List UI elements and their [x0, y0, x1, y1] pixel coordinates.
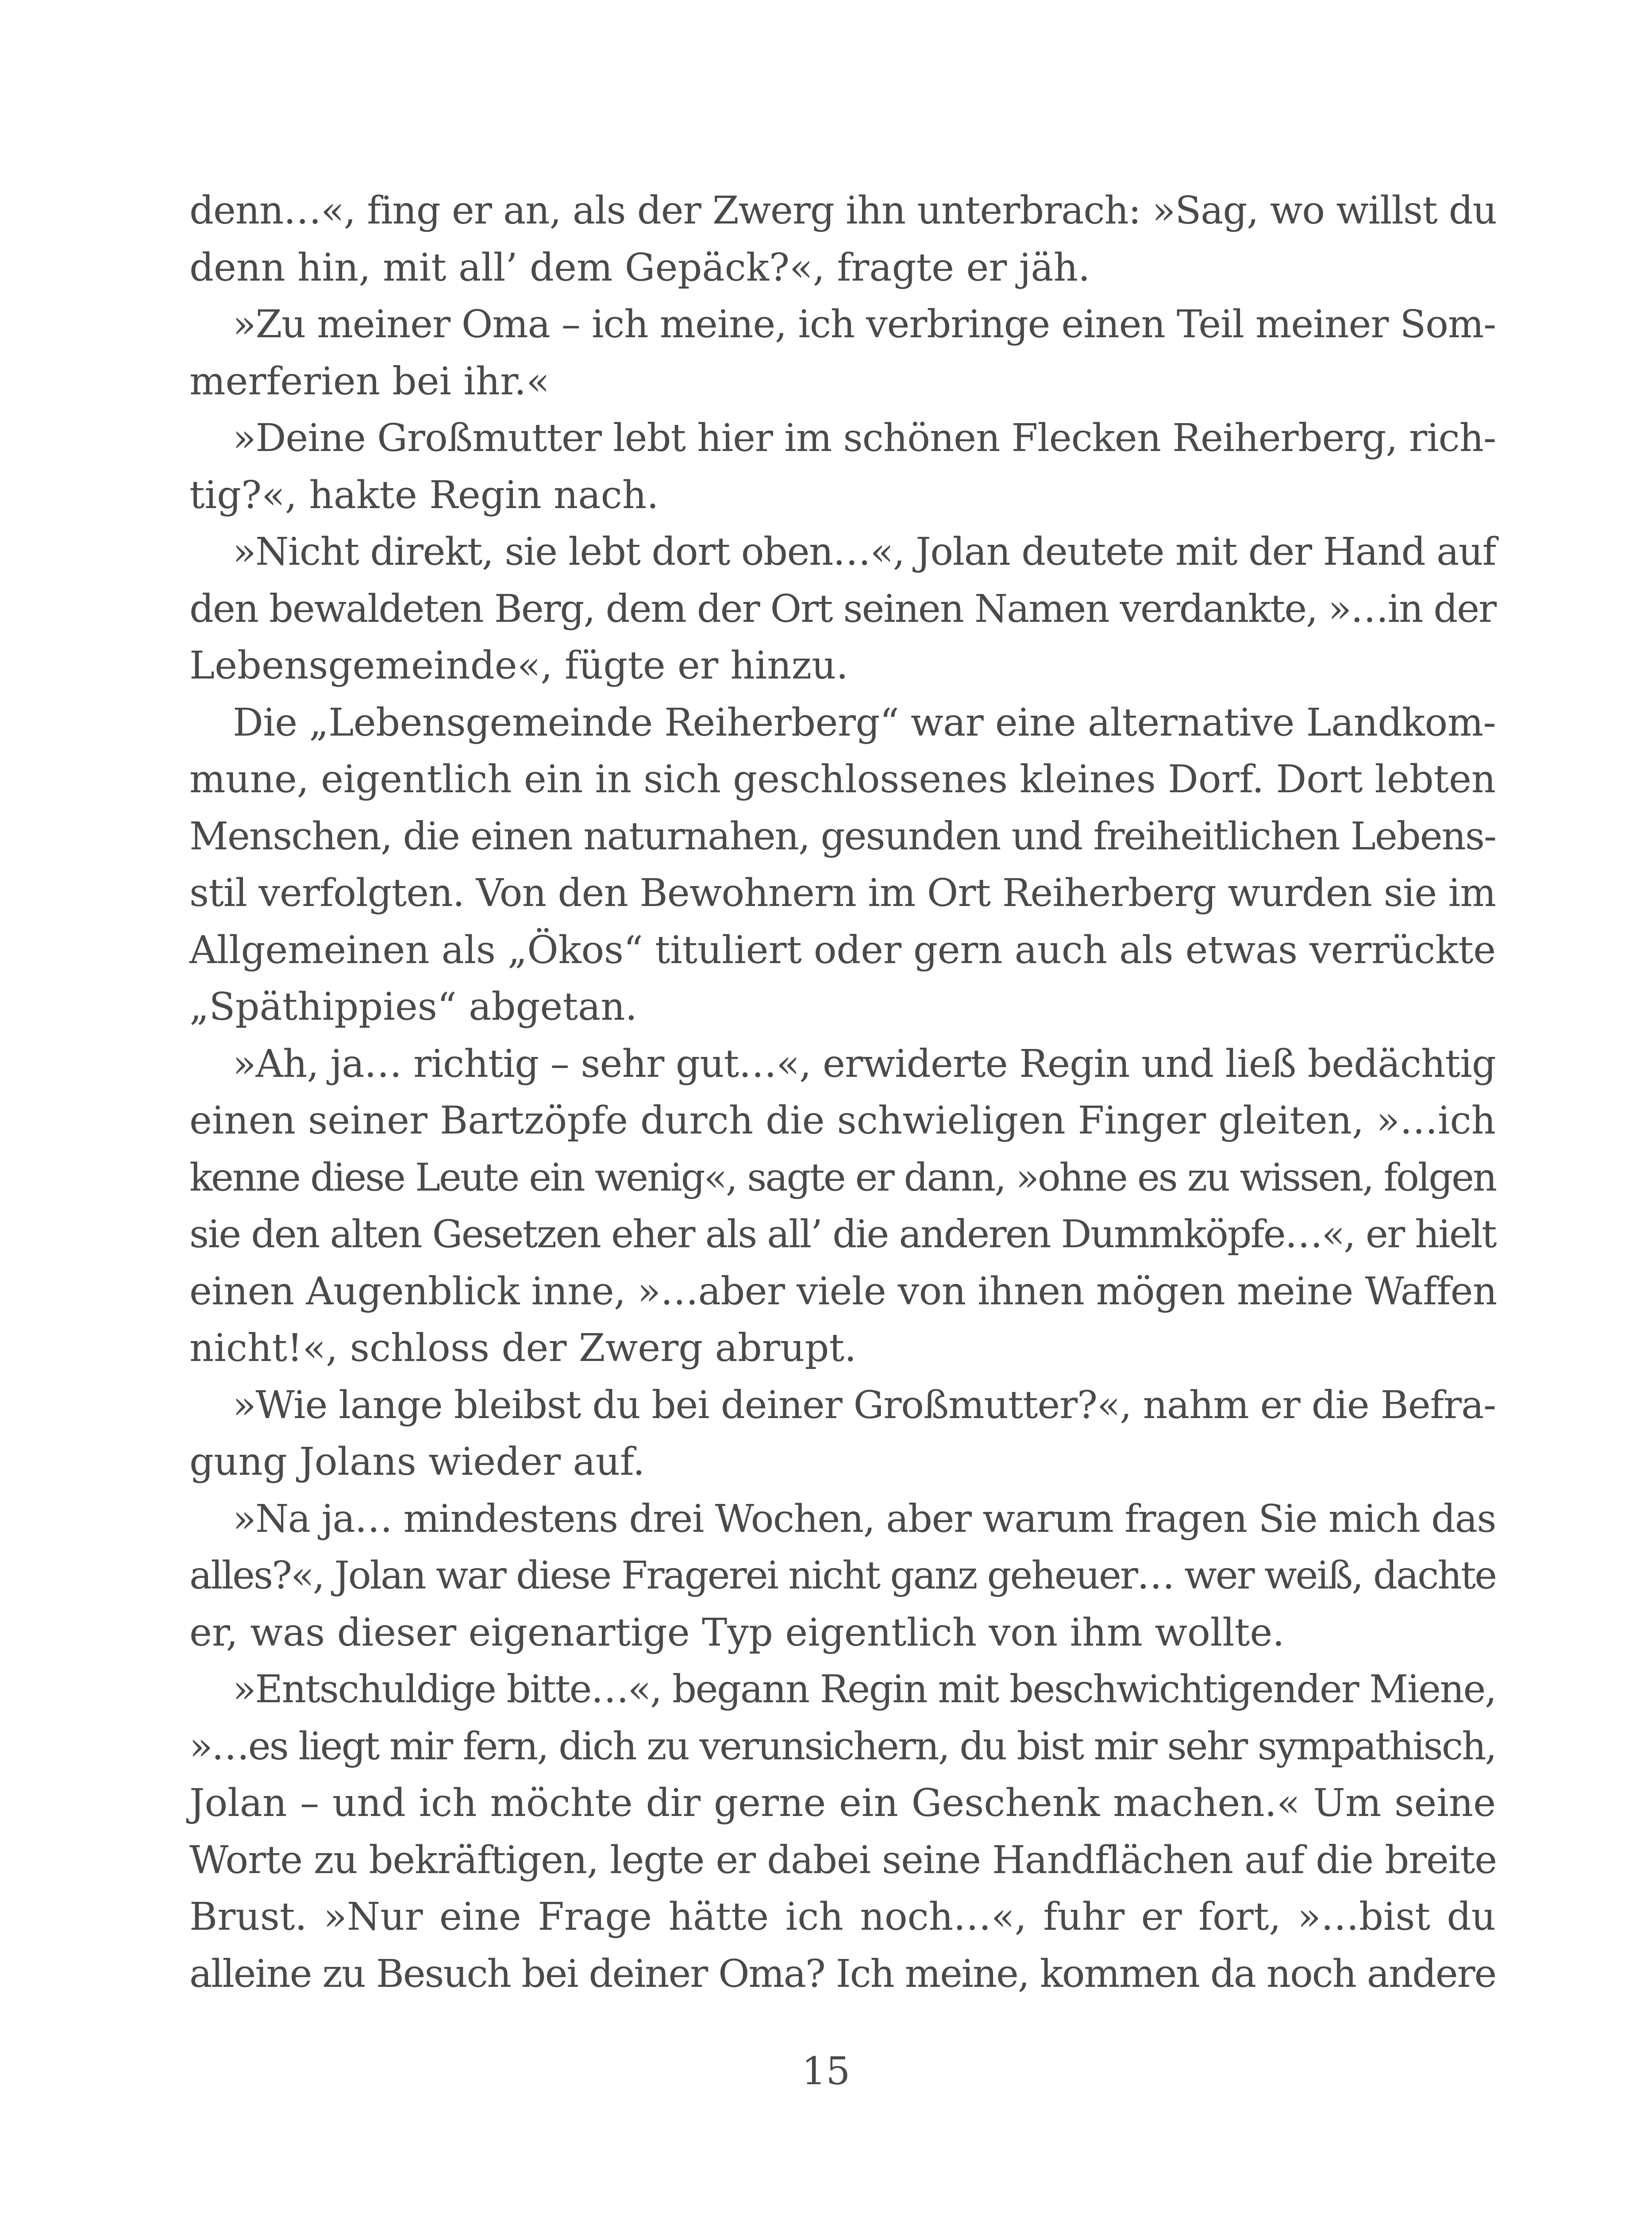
text-line: einen seiner Bartzöpfe durch die schwieligen Finger gleiten, »…ich — [189, 1099, 1496, 1143]
text-line: alleine zu Besuch bei deiner Oma? Ich meine, kommen da noch andere — [189, 1951, 1496, 1996]
text-line: »Zu meiner Oma – ich meine, ich verbringe einen Teil meiner Som- — [233, 302, 1496, 347]
text-line: „Späthippies“ abgetan. — [189, 985, 638, 1029]
text-line: Menschen, die einen naturnahen, gesunden und freiheitlichen Lebens- — [189, 814, 1496, 859]
text-line: denn…«, fing er an, als der Zwerg ihn unterbrach: »Sag, wo willst du — [189, 189, 1497, 233]
text-line: »Ah, ja… richtig – sehr gut…«, erwiderte Regin und ließ bedächtig — [233, 1041, 1496, 1086]
text-line: »Deine Großmutter lebt hier im schönen Flecken Reiherberg, rich- — [233, 416, 1496, 460]
text-line: sie den alten Gesetzen eher als all’ die anderen Dummköpfe…«, er hielt — [189, 1212, 1496, 1257]
text-line: tig?«, hakte Regin nach. — [189, 473, 659, 517]
text-line: Die „Lebensgemeinde Reiherberg“ war eine alternative Landkom- — [233, 700, 1496, 745]
text-line: »…es liegt mir fern, dich zu verunsichern, du bist mir sehr sympathisch, — [189, 1724, 1496, 1769]
text-line: »Wie lange bleibst du bei deiner Großmutter?«, nahm er die Befra- — [233, 1383, 1496, 1427]
body-text — [189, 182, 1496, 2002]
text-line: Brust. »Nur eine Frage hätte ich noch…«, fuhr er fort, »…bist du — [189, 1895, 1496, 1939]
text-line: Worte zu bekräftigen, legte er dabei seine Handflächen auf die breite — [189, 1838, 1497, 1882]
text-line: gung Jolans wieder auf. — [189, 1440, 645, 1484]
text-line: denn hin, mit all’ dem Gepäck?«, fragte er jäh. — [189, 245, 1090, 290]
page-number: 15 — [801, 2049, 851, 2093]
text-line: kenne diese Leute ein wenig«, sagte er dann, »ohne es zu wissen, folgen — [189, 1155, 1496, 1200]
text-line: Allgemeinen als „Ökos“ tituliert oder gern auch als etwas verrückte — [189, 928, 1496, 972]
text-line: »Nicht direkt, sie lebt dort oben…«, Jolan deutete mit der Hand auf — [233, 530, 1496, 574]
text-line: einen Augenblick inne, »…aber viele von ihnen mögen meine Waffen — [189, 1269, 1497, 1314]
text-line: merferien bei ihr.« — [189, 359, 550, 404]
text-line: stil verfolgten. Von den Bewohnern im Ort Reiherberg wurden sie im — [189, 871, 1496, 915]
text-line: Jolan – und ich möchte dir gerne ein Geschenk machen.« Um seine — [189, 1781, 1496, 1825]
text-line: »Na ja… mindestens drei Wochen, aber warum fragen Sie mich das — [233, 1496, 1496, 1541]
text-line: den bewaldeten Berg, dem der Ort seinen Namen verdankte, »…in der — [189, 586, 1496, 631]
text-line: Lebensgemeinde«, fügte er hinzu. — [189, 644, 848, 688]
text-line: alles?«, Jolan war diese Fragerei nicht ganz geheuer… wer weiß, dachte — [189, 1554, 1496, 1598]
text-line: mune, eigentlich ein in sich geschlossenes kleines Dorf. Dort lebten — [189, 757, 1496, 802]
text-line: er, was dieser eigenartige Typ eigentlich von ihm wollte. — [189, 1610, 1285, 1655]
text-line: nicht!«, schloss der Zwerg abrupt. — [189, 1326, 857, 1370]
text-line: »Entschuldige bitte…«, begann Regin mit beschwichtigender Miene, — [233, 1667, 1496, 1712]
